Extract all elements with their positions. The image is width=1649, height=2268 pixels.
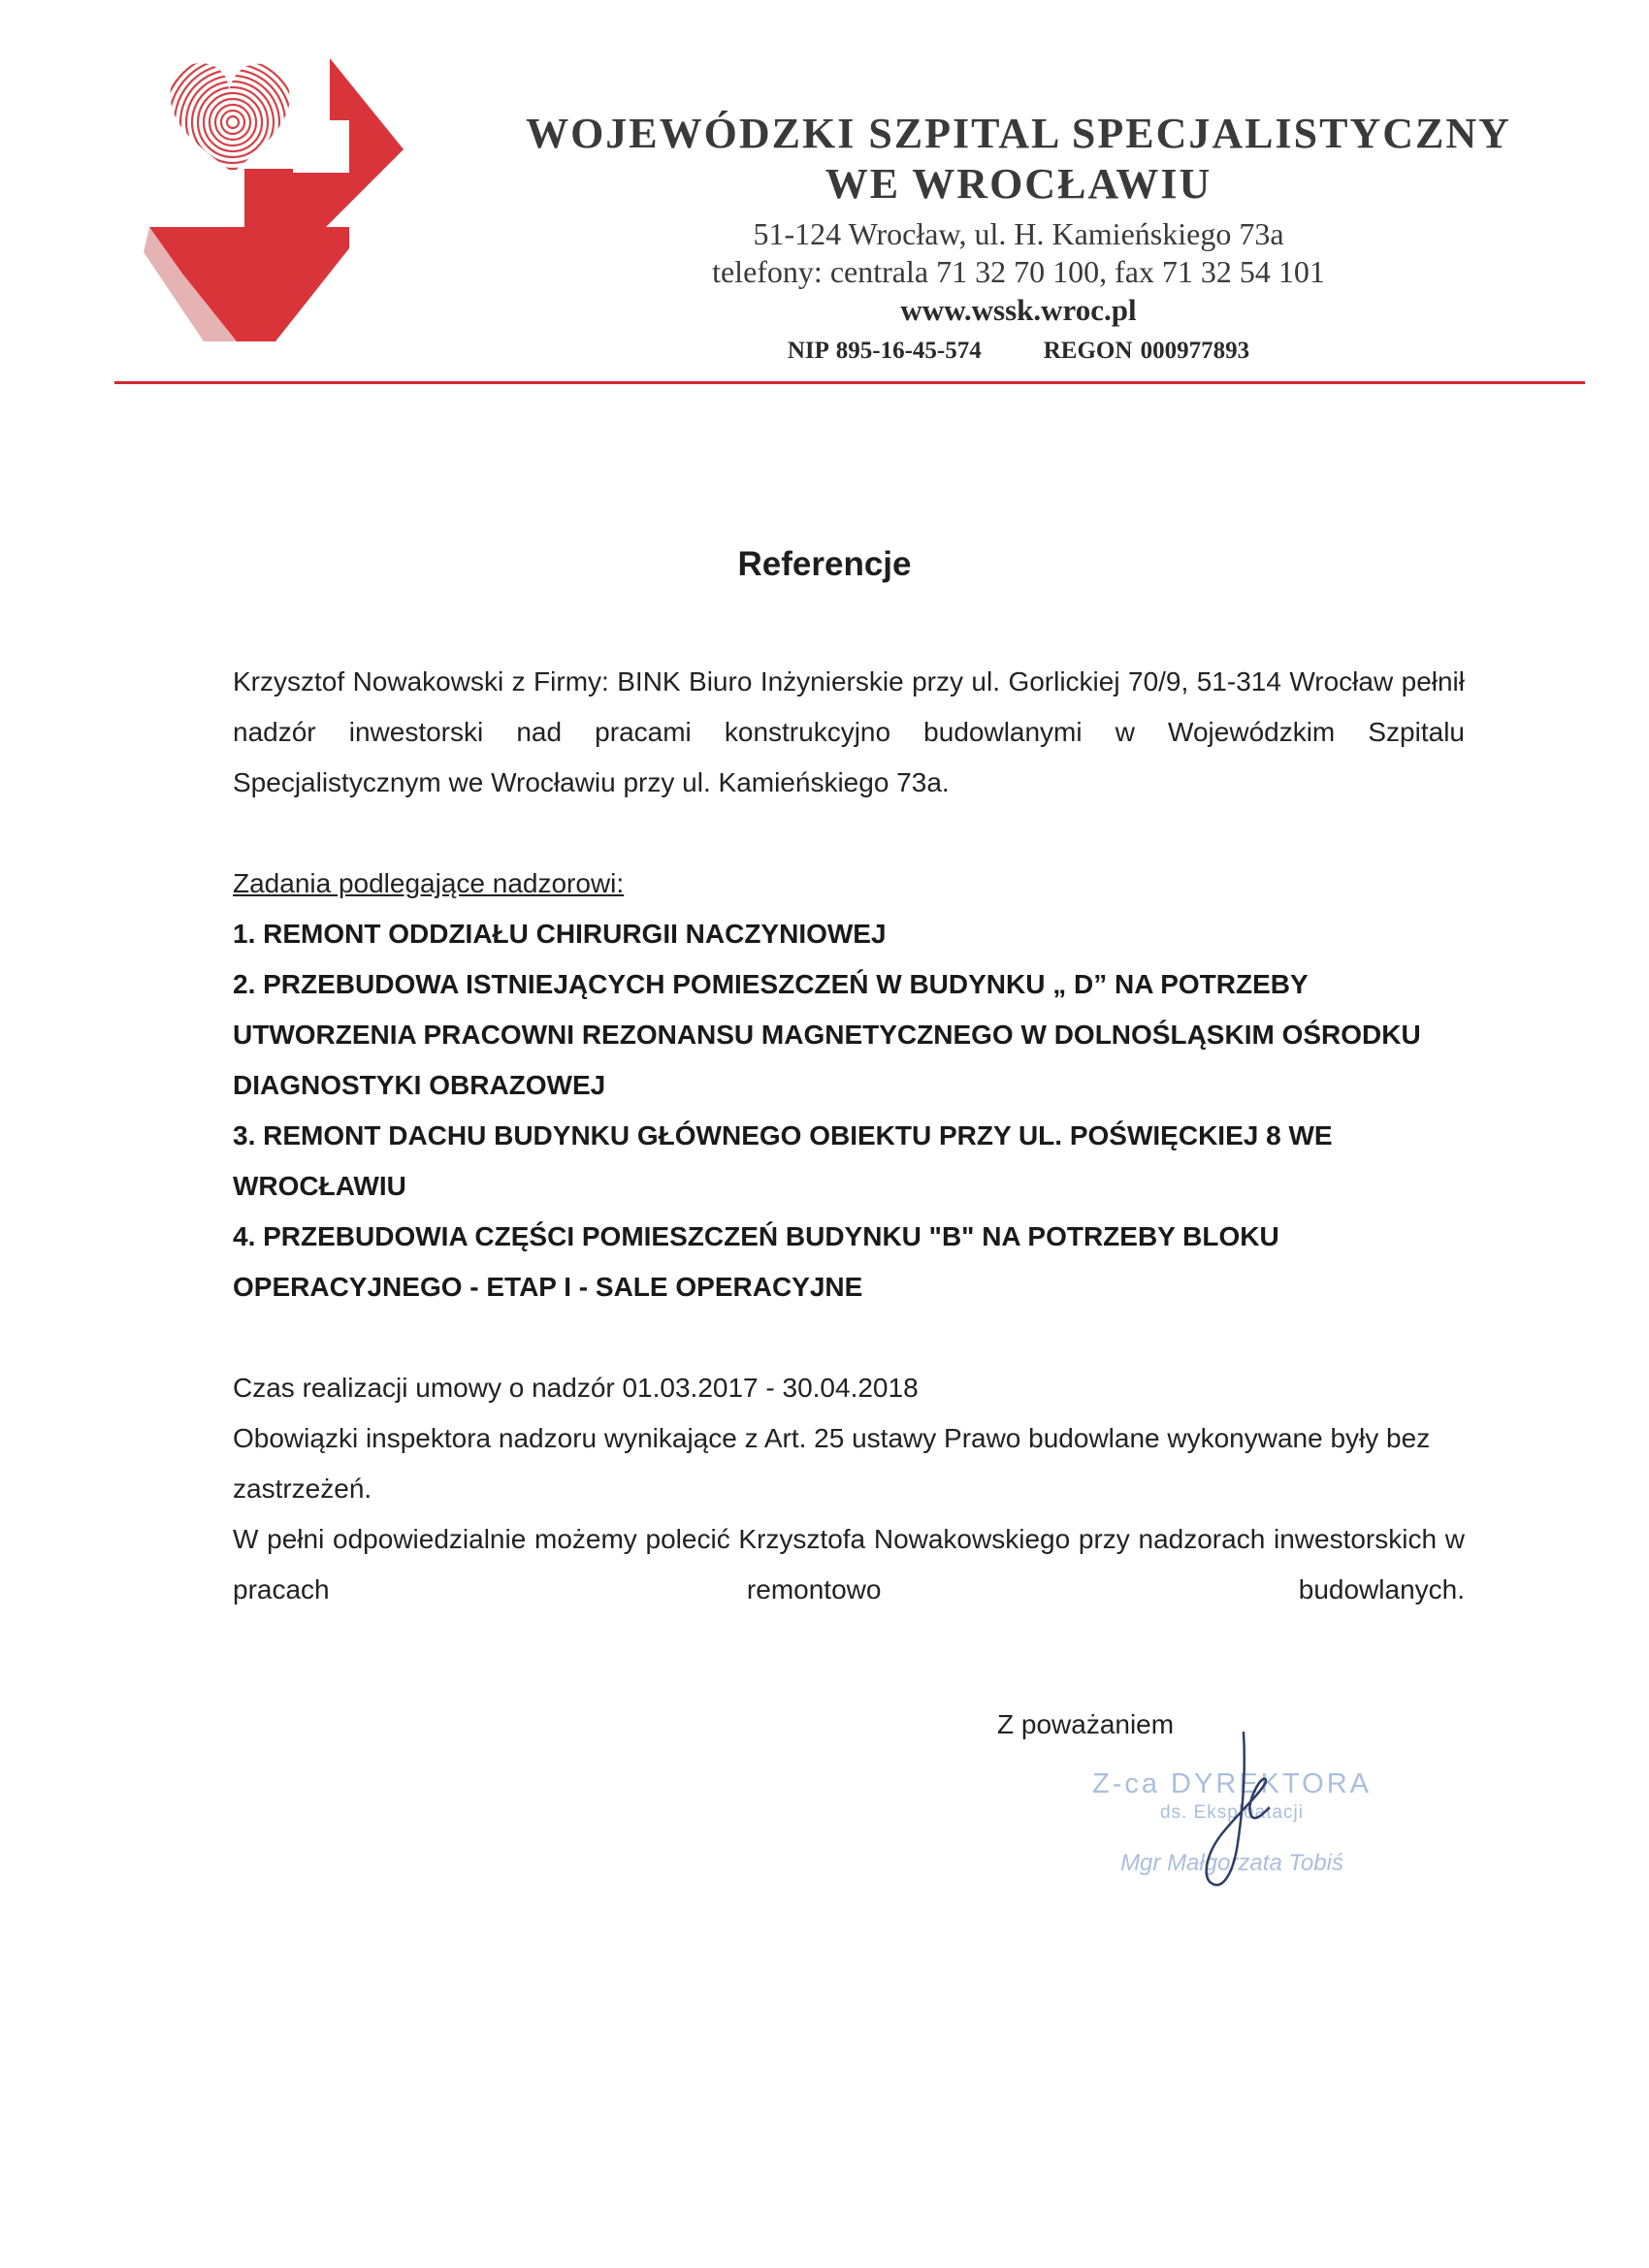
task-item: 4. PRZEBUDOWIA CZĘŚCI POMIESZCZEŃ BUDYNKU "B" NA POTRZEBY BLOKU OPERACYJNEGO - ETAP I - SALE OPERACYJNE (233, 1221, 1279, 1302)
closing-greeting: Z poważaniem (997, 1709, 1175, 1739)
task-item: 1. REMONT ODDZIAŁU CHIRURGII NACZYNIOWEJ (233, 919, 887, 949)
tasks-heading: Zadania podlegające nadzorowi: (233, 868, 625, 898)
org-identifiers (504, 330, 1533, 373)
header-divider (114, 381, 1585, 384)
task-item: 2. PRZEBUDOWA ISTNIEJĄCYCH POMIESZCZEŃ W BUDYNKU „ D” NA POTRZEBY UTWORZENIA PRACOWNI REZONANSU MAGNETYCZNEGO W DOLNOŚLĄSKIM OŚRODKU DIAGNOSTYKI OBRAZOWEJ (233, 969, 1421, 1100)
hospital-logo-icon (144, 54, 473, 345)
contract-period: Czas realizacji umowy o nadzór 01.03.2017 - 30.04.2018 (233, 1373, 919, 1403)
stamp-name: Mgr Małgorzata Tobiś (1120, 1850, 1343, 1876)
org-name-line1: WOJEWÓDZKI SZPITAL SPECJALISTYCZNY (526, 110, 1511, 157)
org-address: 51-124 Wrocław, ul. H. Kamieńskiego 73a (753, 216, 1284, 251)
letterhead (504, 109, 1533, 373)
signature-icon (1195, 1727, 1282, 1901)
org-phones: telefony: centrala 71 32 70 100, fax 71 32 54 101 (712, 254, 1325, 289)
stamp-subtitle: ds. Eksploatacji (1159, 1802, 1304, 1823)
stamp-title: Z-ca DYREKTORA (1091, 1768, 1372, 1799)
letter-body (233, 657, 1465, 1615)
recommendation-paragraph: W pełni odpowiedzialnie możemy polecić Krzysztofa Nowakowskiego przy nadzorach inwestorskich w pracach remontowo budowlanych. (233, 1524, 1465, 1604)
org-website: www.wssk.wroc.pl (900, 293, 1137, 327)
duties-paragraph: Obowiązki inspektora nadzoru wynikające z Art. 25 ustawy Prawo budowlane wykonywane były bez zastrzeżeń. (233, 1423, 1431, 1504)
org-name-line2: WE WROCŁAWIU (824, 160, 1212, 208)
nip-number: NIP 895-16-45-574 (787, 338, 982, 364)
task-item: 3. REMONT DACHU BUDYNKU GŁÓWNEGO OBIEKTU PRZY UL. POŚWIĘCKIEJ 8 WE WROCŁAWIU (233, 1120, 1333, 1201)
regon-number: REGON 000977893 (1043, 338, 1250, 364)
document-title: Referencje (737, 545, 912, 583)
intro-paragraph: Krzysztof Nowakowski z Firmy: BINK Biuro Inżynierskie przy ul. Gorlickiej 70/9, 51-314 Wrocław pełnił nadzór inwestorski nad pracami konstrukcyjno budowlanymi w Wojewódzkim Szpitalu Specjalistycznym we Wrocławiu przy ul. Kamieńskiego 73a. (233, 666, 1465, 797)
